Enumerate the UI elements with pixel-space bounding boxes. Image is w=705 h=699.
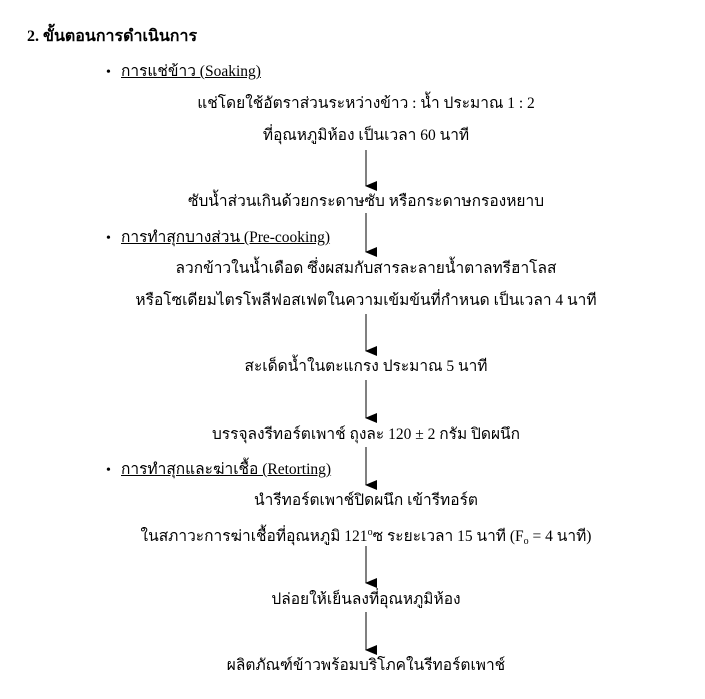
bullet-icon: • (106, 65, 111, 80)
step-blot-water: ซับน้ำส่วนเกินด้วยกระดาษซับ หรือกระดาษกรองหยาบ (187, 193, 545, 210)
step-pack: บรรจุลงรีทอร์ตเพาช์ ถุงละ 120 ± 2 กรัม ปิดผนึก (211, 426, 521, 443)
sterilize-text-a: ในสภาวะการฆ่าเชื้อที่อุณหภูมิ 121 (140, 528, 368, 545)
step-blanch-line1: ลวกข้าวในน้ำเดือด ซึ่งผสมกับสารละลายน้ำตาลทรีฮาโลส (175, 260, 557, 277)
step-drain: สะเด็ดน้ำในตะแกรง ประมาณ 5 นาที (244, 358, 488, 375)
f0-subscript: o (523, 536, 529, 547)
sterilize-text-b: ซ ระยะเวลา 15 นาที (F (372, 528, 524, 545)
section-title-soaking: การแช่ข้าว (Soaking) (121, 63, 261, 80)
step-load-retort: นำรีทอร์ตเพาช์ปิดผนึก เข้ารีทอร์ต (254, 492, 478, 509)
heading-title: ขั้นตอนการดำเนินการ (43, 28, 198, 45)
heading-number: 2. (27, 28, 39, 45)
step-soak-time: ที่อุณหภูมิห้อง เป็นเวลา 60 นาที (262, 127, 470, 144)
step-blanch-line2: หรือโซเดียมไตรโพลีฟอสเฟตในความเข้มข้นที่กำหนด เป็นเวลา 4 นาที (135, 292, 597, 309)
bullet-icon: • (106, 231, 111, 246)
step-soak-ratio: แช่โดยใช้อัตราส่วนระหว่างข้าว : น้ำ ประมาณ 1 : 2 (197, 95, 535, 112)
step-final-product: ผลิตภัณฑ์ข้าวพร้อมบริโภคในรีทอร์ตเพาช์ (226, 657, 506, 674)
step-cool: ปล่อยให้เย็นลงที่อุณหภูมิห้อง (271, 591, 461, 608)
section-title-precooking: การทำสุกบางส่วน (Pre-cooking) (121, 229, 331, 246)
section-title-retorting: การทำสุกและฆ่าเชื้อ (Retorting) (121, 461, 332, 478)
degree-mark: o (367, 527, 373, 538)
sterilize-text-c: = 4 นาที) (528, 528, 592, 545)
bullet-icon: • (106, 463, 111, 478)
